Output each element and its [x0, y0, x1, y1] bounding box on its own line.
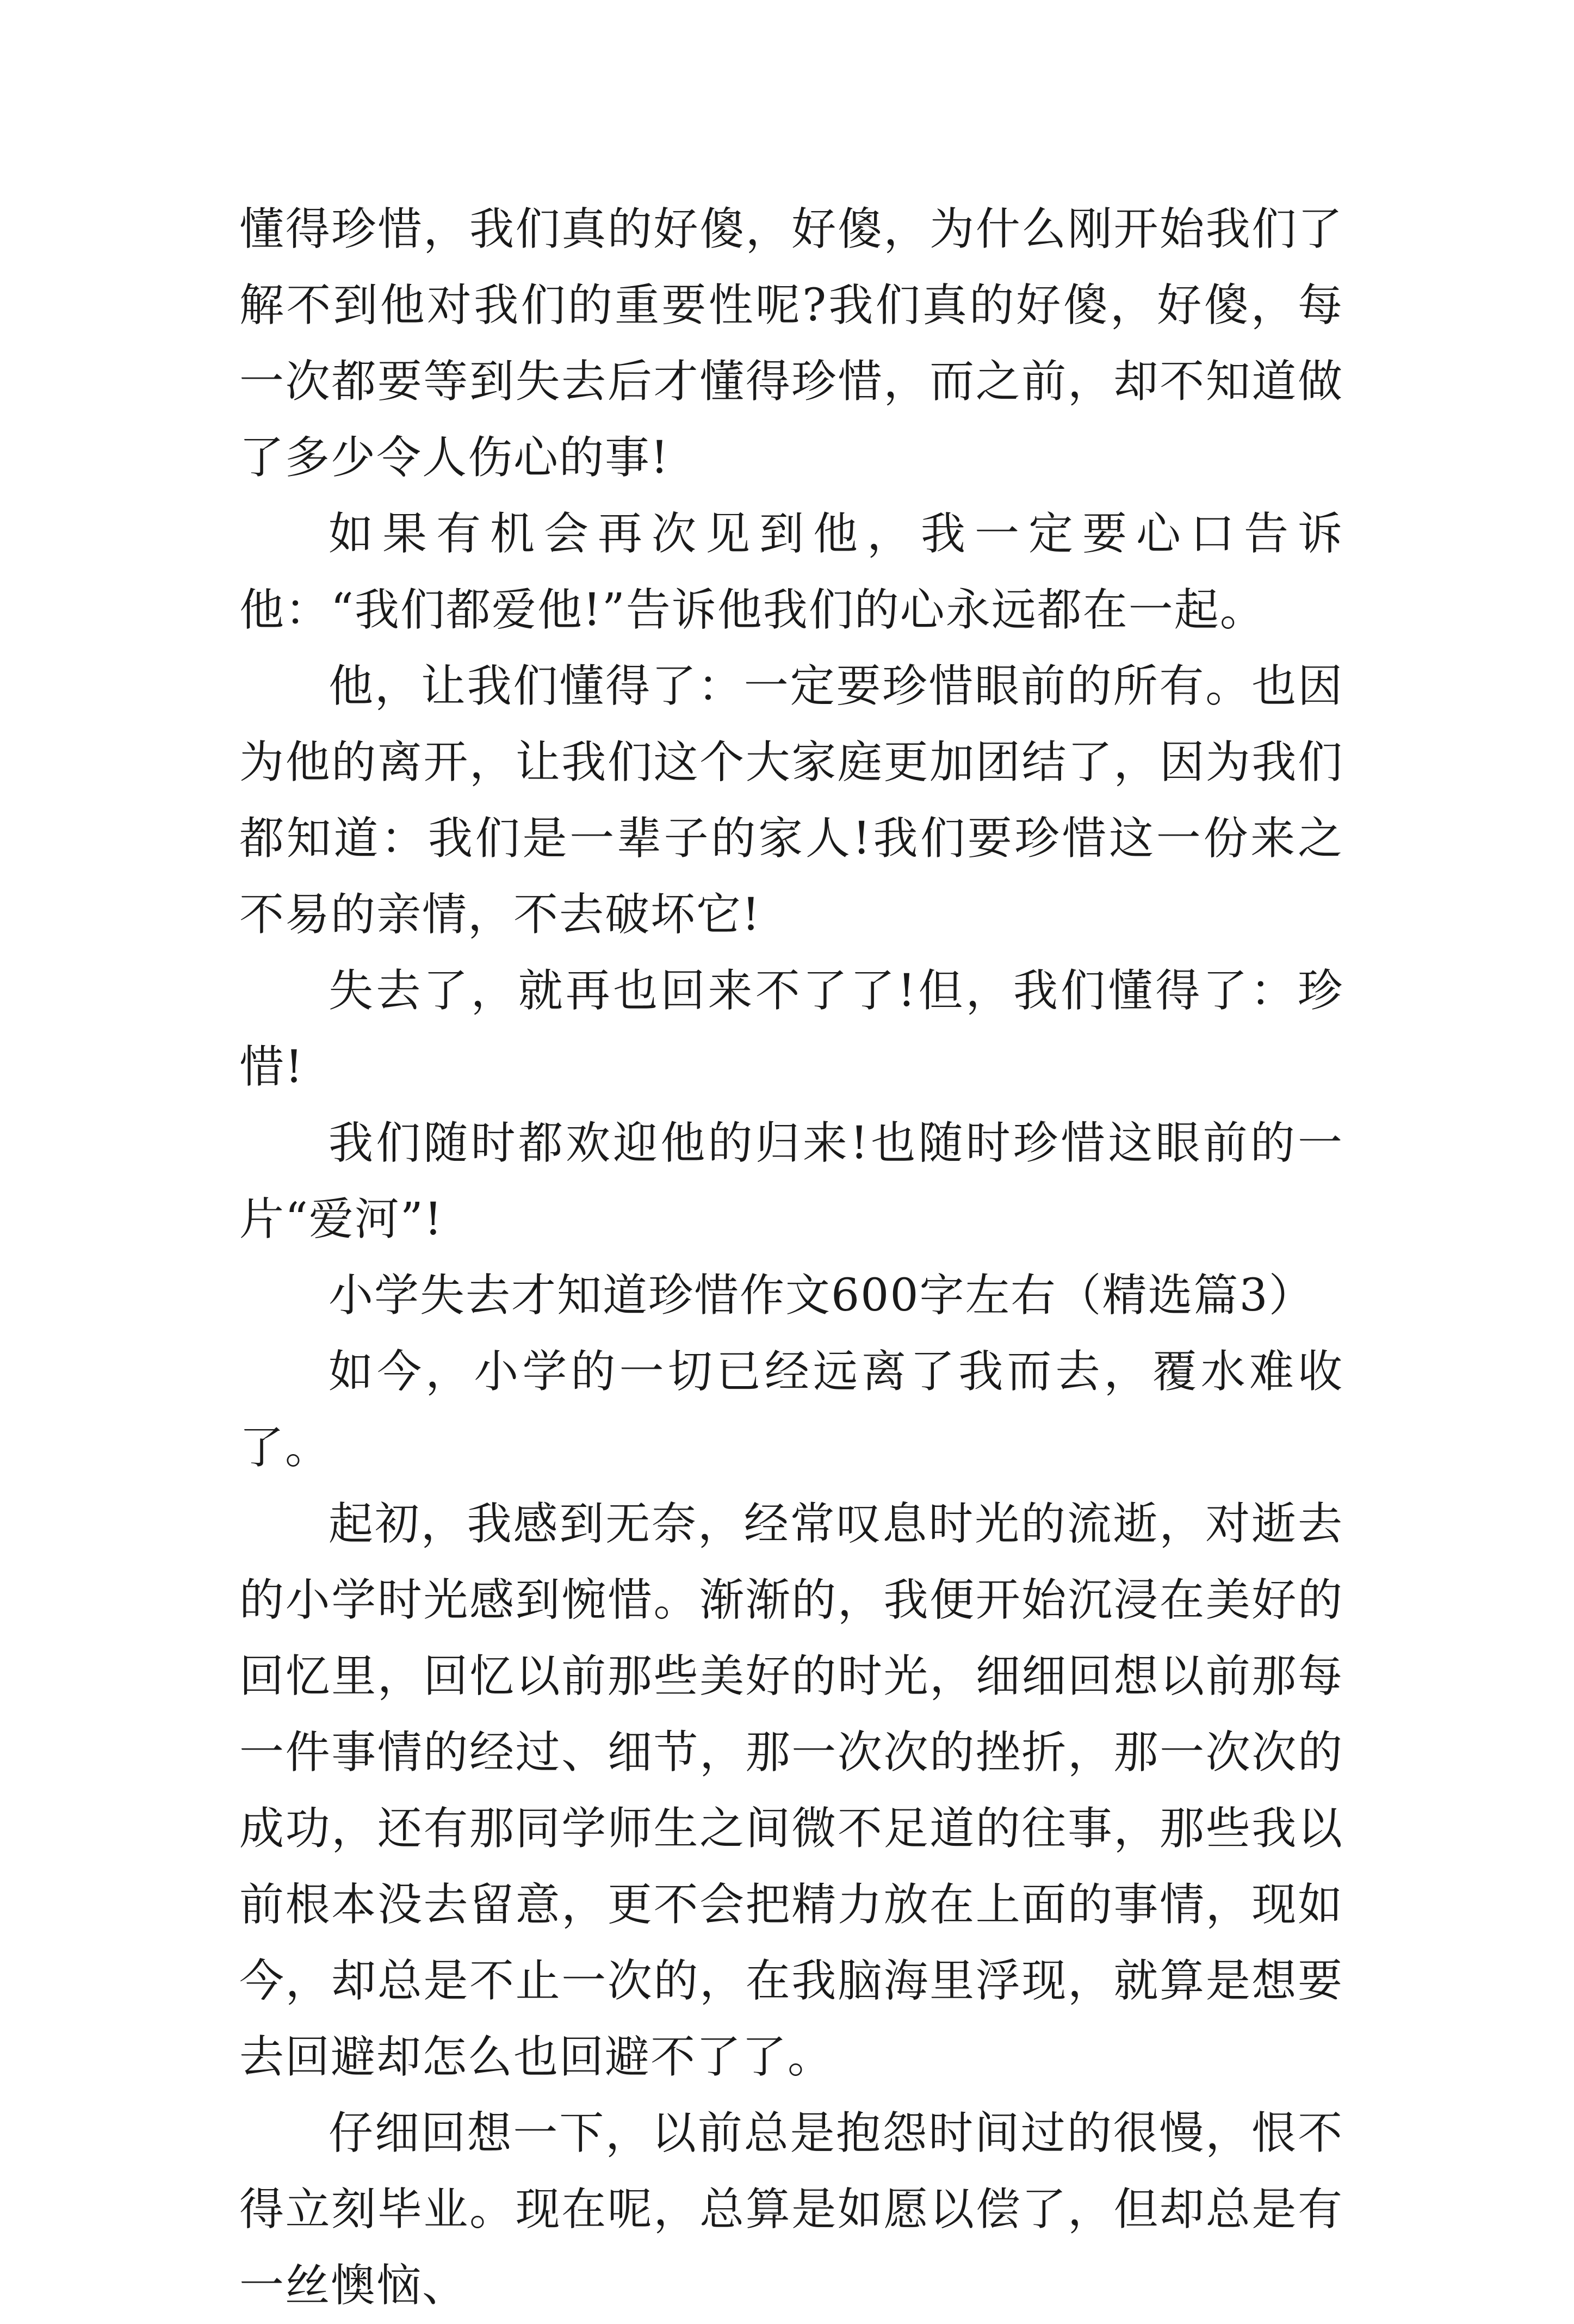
- paragraph: 我们随时都欢迎他的归来!也随时珍惜这眼前的一片“爱河”!: [239, 1117, 1343, 1245]
- paragraph-truncated: 仔细回想一下，以前总是抱怨时间过的很慢，恨不得立刻毕业。现在呢，总算是如愿以偿了，但却总是有一丝懊恼、: [239, 2107, 1343, 2311]
- paragraph: 起初，我感到无奈，经常叹息时光的流逝，对逝去的小学时光感到惋惜。渐渐的，我便开始沉浸在美好的回忆里，回忆以前那些美好的时光，细细回想以前那每一件事情的经过、细节，那一次次的挫折，那一次次的成功，还有那同学师生之间微不足道的往事，那些我以前根本没去留意，更不会把精力放在上面的事情，现如今，却总是不止一次的，在我脑海里浮现，就算是想要去回避却怎么也回避不了了。: [239, 1498, 1343, 2083]
- paragraph-continued: 懂得珍惜，我们真的好傻，好傻，为什么刚开始我们了解不到他对我们的重要性呢?我们真的好傻，好傻，每一次都要等到失去后才懂得珍惜，而之前，却不知道做了多少令人伤心的事!: [239, 203, 1343, 484]
- essay-body: [239, 191, 1343, 2324]
- section-heading: 小学失去才知道珍惜作文600字左右（精选篇3）: [329, 1270, 1315, 1321]
- paragraph: 如果有机会再次见到他，我一定要心口告诉他：“我们都爱他!”告诉他我们的心永远都在一起。: [239, 508, 1343, 636]
- paragraph: 失去了，就再也回来不了了!但，我们懂得了：珍惜!: [239, 965, 1343, 1093]
- paragraph: 如今，小学的一切已经远离了我而去，覆水难收了。: [239, 1346, 1343, 1474]
- paragraph: 他，让我们懂得了：一定要珍惜眼前的所有。也因为他的离开，让我们这个大家庭更加团结了，因为我们都知道：我们是一辈子的家人!我们要珍惜这一份来之不易的亲情，不去破坏它!: [239, 660, 1343, 941]
